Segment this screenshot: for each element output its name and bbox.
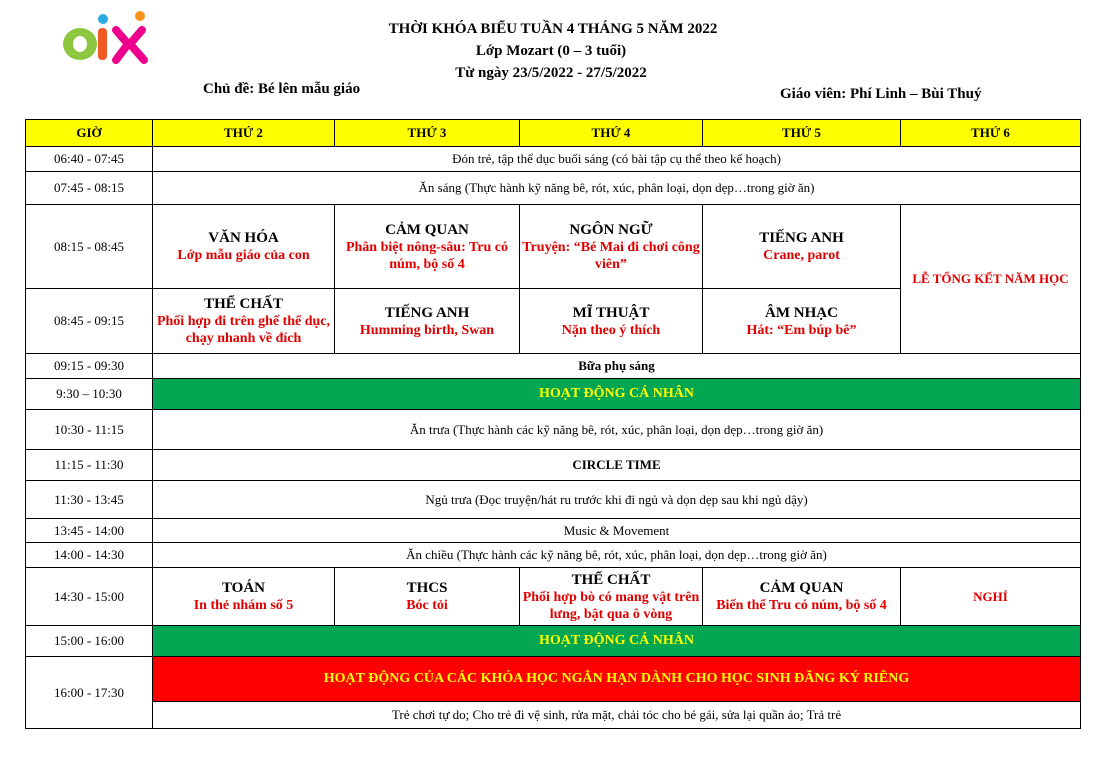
lesson-subject: CẢM QUAN — [385, 221, 469, 238]
lesson-cell — [520, 205, 703, 289]
teacher-label: Giáo viên: Phí Linh – Bùi Thuý — [780, 86, 982, 102]
table-row — [26, 147, 1081, 172]
table-row — [26, 450, 1081, 481]
lesson-subject: MĨ THUẬT — [572, 304, 650, 321]
lesson-subject: THỂ CHẤT — [571, 571, 651, 588]
lesson-detail: Truyện: “Bé Mai đi chơi công viên” — [522, 239, 700, 272]
table-row — [26, 379, 1081, 410]
theme-label: Chủ đề: Bé lên mẫu giáo — [203, 81, 361, 97]
class-name: Lớp Mozart (0 – 3 tuổi) — [475, 43, 627, 59]
time-cell: 15:00 - 16:00 — [26, 626, 153, 657]
lesson-subject: THỂ CHẤT — [204, 296, 283, 312]
activity-cell: Trẻ chơi tự do; Cho trẻ đi vệ sinh, rửa mặt, chải tóc cho bé gái, sửa lại quần áo; Trả trẻ — [153, 702, 1081, 729]
date-range: Từ ngày 23/5/2022 - 27/5/2022 — [455, 65, 647, 81]
individual-activity-bar: HOẠT ĐỘNG CÁ NHÂN — [153, 626, 1081, 657]
lesson-subject: ÂM NHẠC — [765, 304, 838, 321]
table-row — [26, 626, 1081, 657]
lesson-cell — [703, 289, 901, 354]
table-row — [26, 657, 1081, 702]
page-title: THỜI KHÓA BIỂU TUẦN 4 THÁNG 5 NĂM 2022 — [388, 21, 718, 37]
lesson-cell — [703, 205, 901, 289]
lesson-cell — [153, 289, 335, 354]
col-header-fri: THỨ 6 — [901, 120, 1081, 147]
col-header-time: GIỜ — [26, 120, 153, 147]
lesson-detail: Lớp mẫu giáo của con — [177, 248, 310, 263]
timetable — [25, 119, 1081, 729]
activity-cell: Ăn sáng (Thực hành kỹ năng bê, rót, xúc, phân loại, dọn dẹp…trong giờ ăn) — [153, 172, 1081, 205]
lesson-detail: Humming birth, Swan — [359, 322, 495, 338]
lesson-subject: NGÔN NGỮ — [569, 221, 653, 238]
lesson-cell — [335, 568, 520, 626]
lesson-subject: CẢM QUAN — [759, 580, 844, 596]
col-header-wed: THỨ 4 — [520, 120, 703, 147]
lesson-detail: Phối hợp đi trên ghế thể dục, chạy nhanh về đích — [156, 314, 331, 346]
lesson-detail: Nặn theo ý thích — [561, 322, 661, 338]
lesson-detail: Hát: “Em búp bê” — [746, 322, 857, 338]
lesson-subject: VĂN HÓA — [208, 230, 279, 246]
activity-cell: Đón trẻ, tập thể dục buổi sáng (có bài tập cụ thể theo kế hoạch) — [153, 147, 1081, 172]
lesson-subject: TIẾNG ANH — [759, 230, 844, 246]
lesson-cell — [520, 568, 703, 626]
year-end-ceremony: LỄ TỔNG KẾT NĂM HỌC — [901, 205, 1081, 354]
activity-cell: Music & Movement — [153, 519, 1081, 543]
time-cell: 13:45 - 14:00 — [26, 519, 153, 543]
table-row — [26, 205, 1081, 289]
col-header-tue: THỨ 3 — [335, 120, 520, 147]
lesson-detail: Biến thể Tru có núm, bộ số 4 — [716, 598, 887, 613]
lesson-subject: TOÁN — [221, 580, 266, 596]
time-cell: 14:00 - 14:30 — [26, 543, 153, 568]
activity-cell: Ăn trưa (Thực hành các kỹ năng bê, rót, xúc, phân loại, dọn dẹp…trong giờ ăn) — [153, 410, 1081, 450]
lesson-subject: TIẾNG ANH — [384, 304, 470, 321]
table-row — [26, 702, 1081, 729]
col-header-thu: THỨ 5 — [703, 120, 901, 147]
col-header-mon: THỨ 2 — [153, 120, 335, 147]
time-cell: 08:15 - 08:45 — [26, 205, 153, 289]
time-cell: 06:40 - 07:45 — [26, 147, 153, 172]
lesson-detail: In thẻ nhám số 5 — [193, 598, 294, 613]
table-row — [26, 568, 1081, 626]
lesson-detail: Crane, parot — [763, 248, 840, 263]
activity-cell: Ăn chiều (Thực hành các kỹ năng bê, rót, xúc, phân loại, dọn dẹp…trong giờ ăn) — [153, 543, 1081, 568]
lesson-cell — [153, 205, 335, 289]
time-cell: 11:30 - 13:45 — [26, 481, 153, 519]
table-row — [26, 519, 1081, 543]
time-cell: 10:30 - 11:15 — [26, 410, 153, 450]
lesson-cell — [335, 289, 520, 354]
time-cell: 11:15 - 11:30 — [26, 450, 153, 481]
table-row — [26, 410, 1081, 450]
lesson-cell — [335, 205, 520, 289]
individual-activity-bar: HOẠT ĐỘNG CÁ NHÂN — [153, 379, 1081, 410]
table-row — [26, 172, 1081, 205]
lesson-detail: Phối hợp bò có mang vật trên lưng, bật qua ô vòng — [522, 589, 700, 622]
time-cell: 09:15 - 09:30 — [26, 354, 153, 379]
lesson-cell — [153, 568, 335, 626]
time-cell: 08:45 - 09:15 — [26, 289, 153, 354]
lesson-cell — [520, 289, 703, 354]
activity-cell: Ngủ trưa (Đọc truyện/hát ru trước khi đi ngủ và dọn dẹp sau khi ngủ dậy) — [153, 481, 1081, 519]
table-row — [26, 481, 1081, 519]
time-cell: 14:30 - 15:00 — [26, 568, 153, 626]
lesson-subject: THCS — [406, 580, 448, 596]
lesson-detail: Bóc tỏi — [406, 598, 448, 613]
table-row — [26, 543, 1081, 568]
header-row — [26, 120, 1081, 147]
time-cell: 16:00 - 17:30 — [26, 657, 153, 729]
lesson-detail: Phân biệt nông-sâu: Tru có núm, bộ số 4 — [345, 239, 509, 272]
day-off-cell: NGHỈ — [901, 568, 1081, 626]
lesson-cell — [703, 568, 901, 626]
activity-cell: CIRCLE TIME — [153, 450, 1081, 481]
short-course-bar: HOẠT ĐỘNG CỦA CÁC KHÓA HỌC NGẮN HẠN DÀNH CHO HỌC SINH ĐĂNG KÝ RIÊNG — [153, 657, 1081, 702]
time-cell: 9:30 – 10:30 — [26, 379, 153, 410]
activity-cell: Bữa phụ sáng — [153, 354, 1081, 379]
time-cell: 07:45 - 08:15 — [26, 172, 153, 205]
table-row — [26, 354, 1081, 379]
